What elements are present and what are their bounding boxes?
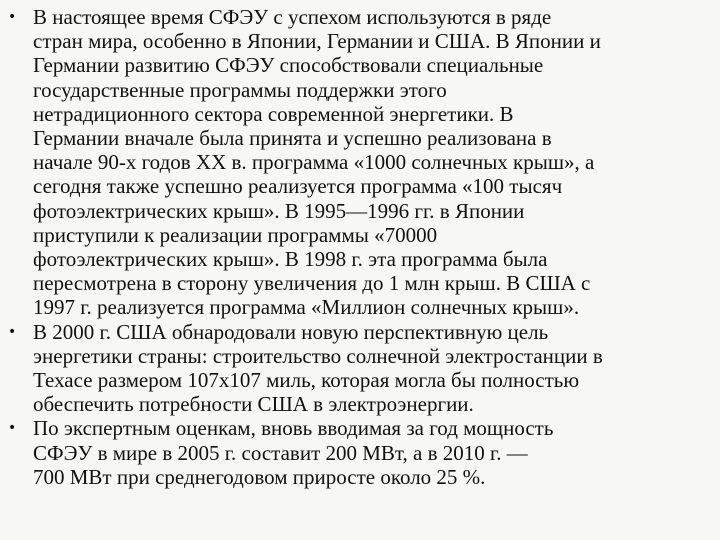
text-line: Германии развитию СФЭУ способствовали специальные [33, 53, 544, 78]
text-line: стран мира, особенно в Японии, Германии и США. В Японии и [33, 29, 601, 54]
text-line: Техасе размером 107х107 миль, которая могла бы полностью [33, 368, 580, 393]
text-line: Германии вначале была принята и успешно реализована в [33, 126, 552, 151]
text-line: приступили к реализации программы «70000 [33, 222, 438, 247]
text-line: начале 90-х годов XX в. программа «1000 солнечных крыш», а [33, 150, 595, 175]
bullet-item-2 [8, 320, 714, 417]
bullet-text [33, 5, 714, 320]
bullet-marker: • [8, 9, 17, 25]
text-line: 700 МВт при среднегодовом приросте около 25 %. [33, 464, 486, 489]
text-line: 1997 г. реализуется программа «Миллион солнечных крыш». [33, 295, 580, 320]
text-line: пересмотрена в сторону увеличения до 1 млн крыш. В США с [33, 271, 591, 296]
text-line: энергетики страны: строительство солнечной электростанции в [33, 343, 603, 368]
text-line: фотоэлектрических крыш». В 1998 г. эта программа была [33, 247, 548, 272]
text-line: сегодня также успешно реализуется программа «100 тысяч [33, 174, 563, 199]
text-line: СФЭУ в мире в 2005 г. составит 200 МВт, а в 2010 г. — [33, 440, 528, 465]
bullet-item-1 [8, 5, 714, 320]
text-line: В 2000 г. США обнародовали новую перспективную цель [33, 319, 549, 344]
bullet-marker: • [8, 323, 17, 340]
text-line: фотоэлектрических крыш». В 1995—1996 гг. в Японии [33, 198, 525, 223]
bullet-text [33, 320, 714, 417]
bullet-item-3 [8, 416, 714, 489]
text-line: государственные программы поддержки этого [33, 77, 447, 102]
text-line: В настоящее время СФЭУ с успехом используются в ряде [33, 5, 552, 29]
text-line: По экспертным оценкам, вновь вводимая за год мощность [33, 416, 554, 441]
text-line: обеспечить потребности США в электроэнергии. [33, 392, 474, 417]
bullet-list [8, 5, 714, 489]
bullet-text [33, 416, 714, 489]
text-line: нетрадиционного сектора современной энергетики. В [33, 101, 514, 126]
bullet-marker: • [8, 420, 17, 437]
